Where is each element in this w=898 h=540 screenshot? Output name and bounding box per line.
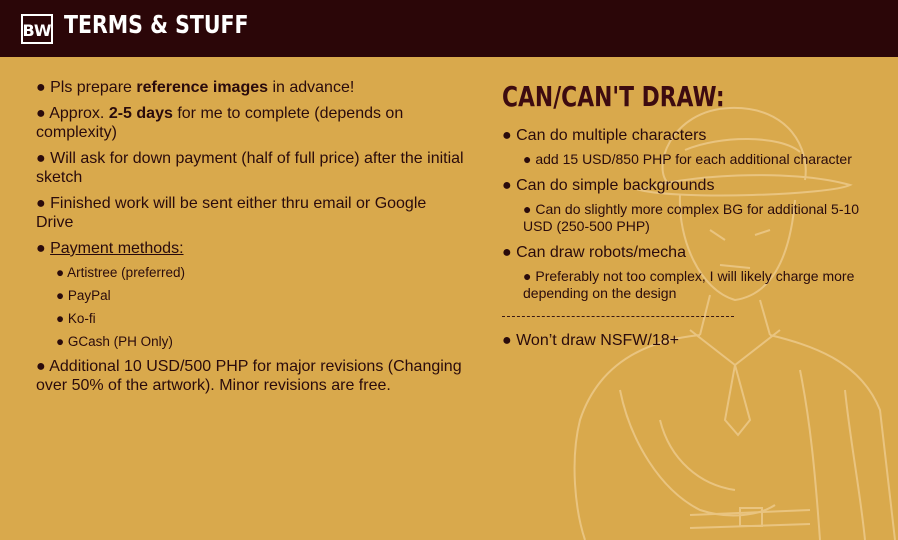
term-item-duration: ● Approx. 2-5 days for me to complete (depends on complexity) [36,105,404,141]
term-item-down-payment: ● Will ask for down payment (half of full price) after the initial sketch [36,150,464,186]
can-draw-subitem: ● Preferably not too complex, I will likely charge more depending on the design [523,268,855,301]
section-title: CAN/CAN'T DRAW: [502,80,725,113]
wont-draw-item: ● Won’t draw NSFW/18+ [502,332,679,349]
payment-method-item: ● PayPal [56,288,111,303]
payment-method-item: ● GCash (PH Only) [56,334,173,349]
can-draw-item: ● Can draw robots/mecha [502,244,686,261]
can-cant-draw-section [502,80,882,356]
can-draw-item: ● Can do simple backgrounds [502,177,715,194]
terms-list [36,78,466,402]
term-item-payment-methods: ● Payment methods: [36,240,184,257]
dashed-divider [502,316,734,317]
can-draw-item: ● Can do multiple characters [502,127,707,144]
payment-method-item: ● Ko-fi [56,311,96,326]
bw-logo-icon [21,14,53,44]
can-draw-subitem: ● add 15 USD/850 PHP for each additional character [523,151,852,167]
term-item-delivery: ● Finished work will be sent either thru email or Google Drive [36,195,427,231]
payment-method-item: ● Artistree (preferred) [56,265,185,280]
can-draw-subitem: ● Can do slightly more complex BG for additional 5-10 USD (250-500 PHP) [523,201,860,234]
term-item-references: ● Pls prepare reference images in advance! [36,79,355,96]
page-title: TERMS & STUFF [64,10,249,39]
logo-text: BW [22,21,52,40]
term-item-revisions: ● Additional 10 USD/500 PHP for major revisions (Changing over 50% of the artwork). Minor revisions are free. [36,358,462,394]
header-bar [0,0,898,57]
